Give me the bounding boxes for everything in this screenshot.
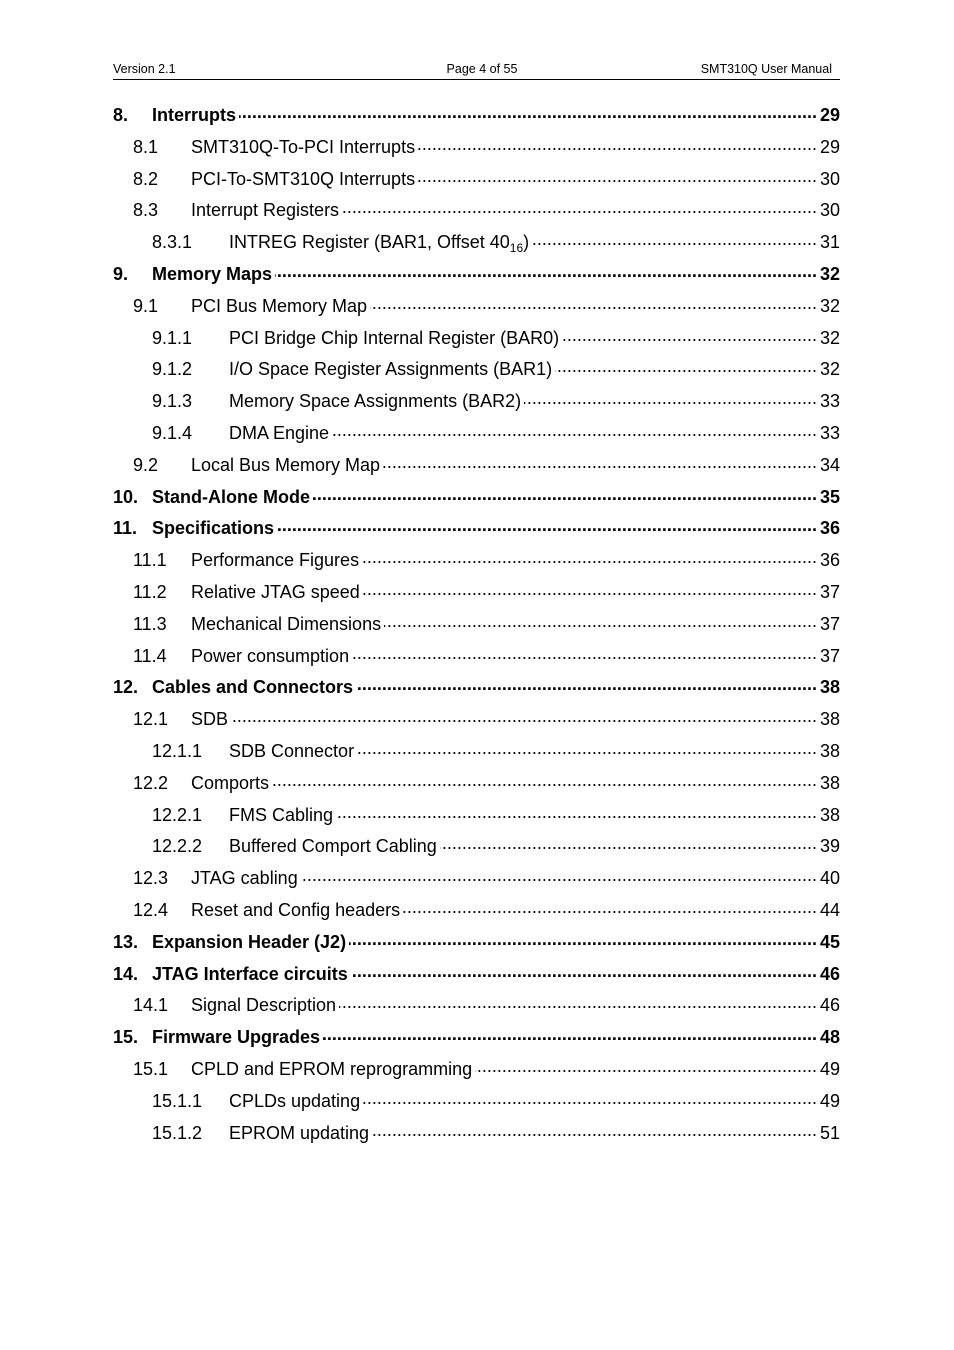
toc-dot-leader	[524, 389, 817, 407]
toc-entry-title: Reset and Config headers	[191, 899, 401, 920]
toc-entry-number: 9.2	[133, 454, 159, 475]
toc-entry-page-number: 31	[819, 232, 840, 253]
toc-entry-page-number: 37	[819, 613, 840, 634]
toc-entry[interactable]	[113, 993, 840, 1025]
toc-entry-title: Firmware Upgrades	[152, 1027, 321, 1048]
toc-dot-leader	[562, 326, 817, 344]
toc-entry-page-number: 34	[819, 454, 840, 475]
toc-entry[interactable]	[113, 1057, 840, 1089]
page-header	[113, 61, 840, 80]
toc-entry-page-number: 29	[819, 136, 840, 157]
toc-entry-number: 9.	[113, 263, 129, 284]
toc-entry-title: Local Bus Memory Map	[191, 454, 381, 475]
toc-entry-number: 10.	[113, 486, 139, 507]
toc-entry[interactable]	[113, 421, 840, 453]
toc-entry-number: 15.1	[133, 1058, 169, 1079]
toc-dot-leader	[363, 580, 817, 598]
toc-entry-number: 8.1	[133, 136, 159, 157]
toc-dot-leader	[383, 453, 817, 471]
toc-entry-page-number: 33	[819, 422, 840, 443]
toc-dot-leader	[532, 230, 817, 248]
toc-entry-number: 9.1	[133, 295, 159, 316]
toc-entry-title: Interrupts	[152, 105, 237, 125]
toc-dot-leader	[372, 1121, 817, 1139]
toc-entry[interactable]	[113, 707, 840, 739]
toc-entry-title: EPROM updating	[229, 1122, 370, 1143]
toc-dot-leader	[418, 167, 817, 185]
toc-entry-number: 9.1.4	[152, 422, 193, 443]
toc-dot-leader	[239, 103, 817, 121]
toc-entry-number: 8.3.1	[152, 232, 193, 253]
toc-entry-number: 12.1	[133, 709, 169, 730]
toc-dot-leader	[342, 198, 817, 216]
toc-entry-page-number: 38	[819, 804, 840, 825]
toc-dot-leader	[384, 612, 817, 630]
toc-entry-page-number: 46	[819, 995, 840, 1016]
toc-entry-number: 14.1	[133, 995, 169, 1016]
toc-entry-page-number: 49	[819, 1090, 840, 1111]
toc-entry-title: CPLDs updating	[229, 1090, 361, 1111]
toc-entry-number: 11.2	[133, 581, 167, 602]
toc-entry-page-number: 38	[819, 740, 840, 761]
toc-entry-title-subscript: 16	[509, 241, 524, 256]
toc-entry-number: 9.1.3	[152, 391, 193, 412]
toc-entry[interactable]	[113, 1121, 840, 1153]
toc-dot-leader	[357, 739, 817, 757]
toc-entry[interactable]	[113, 485, 840, 517]
toc-entry-title: Mechanical Dimensions	[191, 613, 382, 634]
toc-dot-leader	[349, 930, 817, 948]
toc-entry[interactable]	[113, 612, 840, 644]
toc-entry-page-number: 29	[819, 105, 840, 125]
toc-entry-number: 14.	[113, 963, 139, 984]
toc-dot-leader	[339, 993, 817, 1011]
table-of-contents	[113, 103, 840, 1152]
toc-dot-leader	[231, 707, 817, 725]
toc-entry[interactable]	[113, 644, 840, 676]
toc-entry[interactable]	[113, 803, 840, 835]
toc-entry-page-number: 44	[819, 899, 840, 920]
toc-dot-leader	[301, 866, 817, 884]
toc-entry-title: Power consumption	[191, 645, 350, 666]
toc-entry-title: PCI-To-SMT310Q Interrupts	[191, 168, 416, 189]
toc-entry[interactable]	[113, 516, 840, 548]
toc-entry-number: 11.	[113, 518, 138, 539]
toc-entry[interactable]	[113, 135, 840, 167]
toc-entry-title: Interrupt Registers	[191, 200, 340, 221]
toc-entry-number: 12.3	[133, 868, 169, 889]
toc-entry-page-number: 37	[819, 645, 840, 666]
toc-entry[interactable]	[113, 230, 840, 262]
toc-entry-number: 12.4	[133, 899, 169, 920]
toc-entry-title-text: INTREG Register (BAR1, Offset 40	[229, 232, 510, 253]
toc-entry-page-number: 30	[819, 200, 840, 221]
toc-entry-title-suffix: )	[523, 232, 530, 253]
toc-entry-title	[229, 232, 529, 255]
toc-entry-number: 8.3	[133, 200, 159, 221]
header-page-number: Page 4 of 55	[446, 62, 518, 76]
toc-entry[interactable]	[113, 771, 840, 803]
toc-entry-title: CPLD and EPROM reprogramming	[191, 1058, 473, 1079]
toc-entry[interactable]	[113, 326, 840, 358]
toc-entry[interactable]	[113, 167, 840, 199]
toc-entry-number: 12.2.1	[152, 804, 203, 825]
toc-dot-leader	[323, 1025, 817, 1043]
toc-dot-leader	[277, 516, 817, 534]
toc-entry-number: 11.1	[133, 550, 167, 571]
toc-entry-title: I/O Space Register Assignments (BAR1)	[229, 359, 553, 380]
toc-entry-title: PCI Bridge Chip Internal Register (BAR0)	[229, 327, 560, 348]
toc-entry-title: Memory Space Assignments (BAR2)	[229, 391, 522, 412]
toc-entry-number: 12.2.2	[152, 836, 203, 857]
toc-entry[interactable]	[113, 675, 840, 707]
toc-dot-leader	[370, 294, 817, 312]
toc-entry[interactable]	[113, 962, 840, 994]
toc-entry-title: Expansion Header (J2)	[152, 931, 347, 952]
toc-entry-number: 12.2	[133, 772, 169, 793]
toc-entry[interactable]	[113, 834, 840, 866]
toc-entry[interactable]	[113, 739, 840, 771]
toc-entry-title: Memory Maps	[152, 263, 273, 284]
toc-entry-number: 8.	[113, 105, 129, 125]
toc-entry-title: Signal Description	[191, 995, 337, 1016]
toc-entry-page-number: 36	[819, 550, 840, 571]
toc-entry-title: SDB Connector	[229, 740, 355, 761]
toc-entry[interactable]	[113, 1089, 840, 1121]
toc-entry[interactable]	[113, 103, 840, 135]
toc-dot-leader	[272, 771, 817, 789]
toc-entry-title: Comports	[191, 772, 270, 793]
toc-dot-leader	[440, 834, 817, 852]
header-version: Version 2.1	[113, 62, 176, 76]
toc-entry-title: JTAG Interface circuits	[152, 963, 348, 984]
toc-entry[interactable]	[113, 198, 840, 230]
toc-entry-page-number: 35	[819, 486, 840, 507]
toc-entry-number: 15.1.2	[152, 1122, 203, 1143]
toc-entry-page-number: 46	[819, 963, 840, 984]
toc-dot-leader	[403, 898, 817, 916]
toc-entry-number: 12.	[113, 677, 139, 698]
toc-entry-page-number: 39	[819, 836, 840, 857]
toc-entry-number: 13.	[113, 931, 139, 952]
toc-entry-page-number: 30	[819, 168, 840, 189]
toc-entry-number: 12.1.1	[152, 740, 203, 761]
toc-entry-page-number: 38	[819, 709, 840, 730]
toc-entry-title: Relative JTAG speed	[191, 581, 360, 602]
toc-entry-number: 15.1.1	[152, 1090, 203, 1111]
toc-entry-number: 8.2	[133, 168, 159, 189]
toc-dot-leader	[332, 421, 817, 439]
header-document-title: SMT310Q User Manual	[700, 62, 832, 76]
toc-dot-leader	[475, 1057, 817, 1075]
toc-entry[interactable]	[113, 262, 840, 294]
toc-dot-leader	[275, 262, 817, 280]
toc-entry-page-number: 33	[819, 391, 840, 412]
toc-entry-number: 11.4	[133, 645, 167, 666]
toc-entry-number: 15.	[113, 1027, 139, 1048]
toc-entry[interactable]	[113, 389, 840, 421]
toc-entry-page-number: 38	[819, 772, 840, 793]
toc-entry-number: 9.1.1	[152, 327, 193, 348]
toc-entry-number: 11.3	[133, 613, 167, 634]
toc-entry-title: Specifications	[152, 518, 275, 539]
toc-dot-leader	[336, 803, 817, 821]
toc-entry-page-number: 40	[819, 868, 840, 889]
toc-dot-leader	[555, 357, 817, 375]
toc-entry-title: JTAG cabling	[191, 868, 298, 889]
toc-entry-title: PCI Bus Memory Map	[191, 295, 368, 316]
toc-entry[interactable]	[113, 453, 840, 485]
toc-entry-title: Stand-Alone Mode	[152, 486, 310, 507]
toc-dot-leader	[418, 135, 817, 153]
toc-entry-page-number: 32	[819, 327, 840, 348]
toc-entry-page-number: 51	[819, 1122, 840, 1143]
toc-dot-leader	[363, 1089, 817, 1107]
toc-entry-number: 9.1.2	[152, 359, 193, 380]
toc-dot-leader	[356, 675, 817, 693]
toc-entry-page-number: 45	[819, 931, 840, 952]
toc-entry[interactable]	[113, 866, 840, 898]
toc-entry[interactable]	[113, 357, 840, 389]
toc-entry-page-number: 32	[819, 295, 840, 316]
toc-entry[interactable]	[113, 548, 840, 580]
toc-entry[interactable]	[113, 580, 840, 612]
toc-entry-title: Cables and Connectors	[152, 677, 354, 698]
toc-dot-leader	[351, 962, 817, 980]
toc-entry-title: SMT310Q-To-PCI Interrupts	[191, 136, 416, 157]
toc-entry[interactable]	[113, 294, 840, 326]
toc-entry-page-number: 32	[819, 359, 840, 380]
toc-entry-page-number: 38	[819, 677, 840, 698]
toc-dot-leader	[362, 548, 817, 566]
toc-entry-title: Buffered Comport Cabling	[229, 836, 437, 857]
toc-entry-title: Performance Figures	[191, 550, 360, 571]
toc-entry[interactable]	[113, 898, 840, 930]
toc-dot-leader	[313, 485, 817, 503]
toc-entry-title: FMS Cabling	[229, 804, 334, 825]
toc-entry-page-number: 49	[819, 1058, 840, 1079]
toc-entry[interactable]	[113, 1025, 840, 1057]
toc-entry-page-number: 32	[819, 263, 840, 284]
toc-entry-page-number: 37	[819, 581, 840, 602]
toc-entry-page-number: 36	[819, 518, 840, 539]
toc-entry-title: DMA Engine	[229, 422, 330, 443]
toc-entry-title: SDB	[191, 709, 229, 730]
toc-dot-leader	[352, 644, 817, 662]
toc-entry-page-number: 48	[819, 1027, 840, 1048]
toc-entry[interactable]	[113, 930, 840, 962]
